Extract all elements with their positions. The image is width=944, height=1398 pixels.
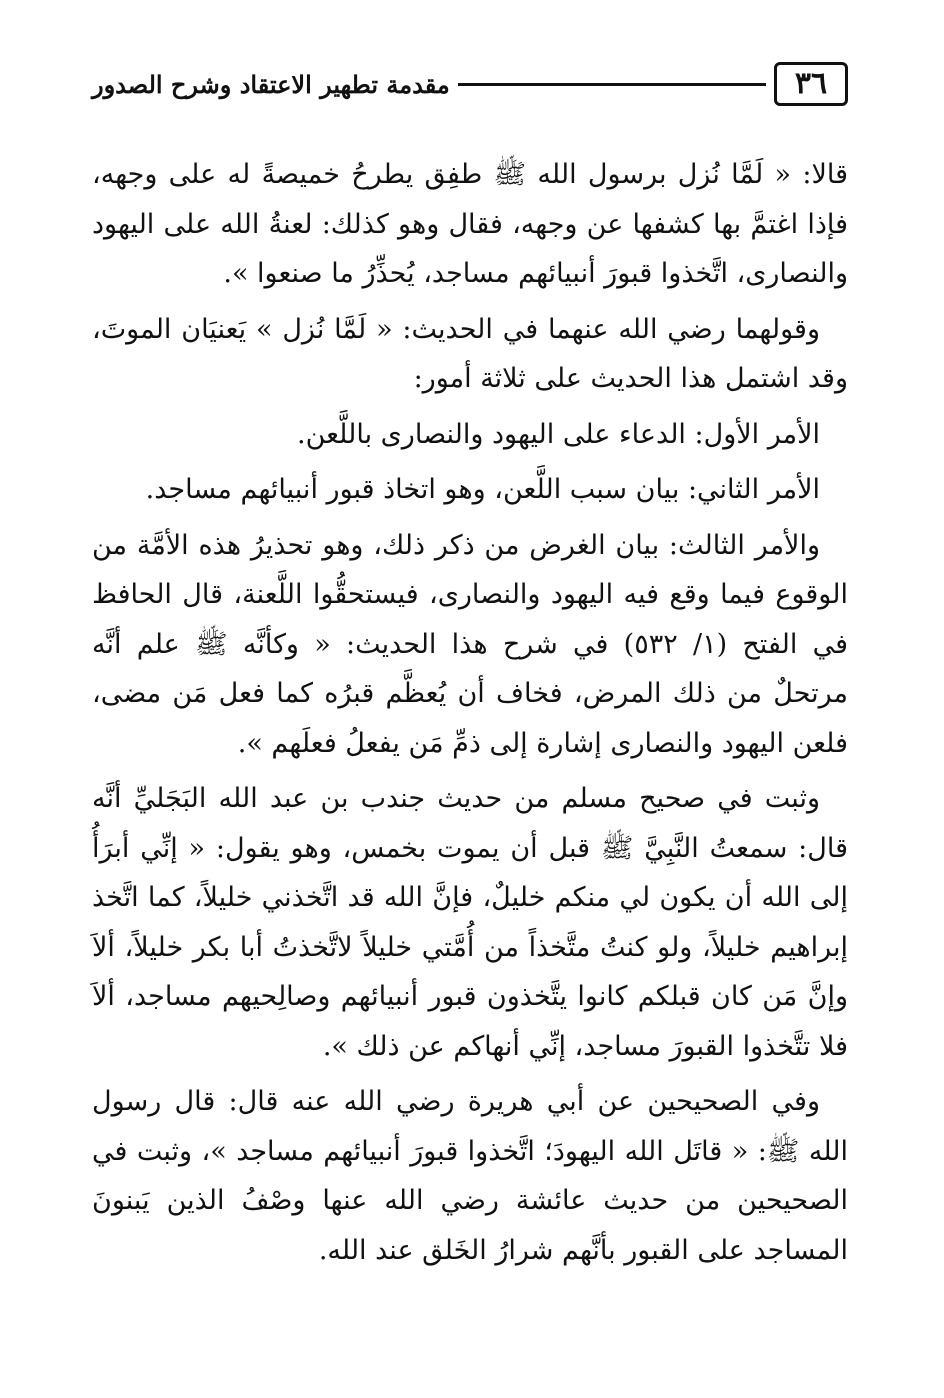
body-text [92, 150, 848, 1281]
running-title: مقدمة تطهير الاعتقاد وشرح الصدور [92, 69, 450, 99]
paragraph-explanation: وقولهما رضي الله عنهما في الحديث: « لَمَّا نُزل » يَعنيَان الموتَ، وقد اشتمل هذا الحديث على ثلاثة أمور: [92, 313, 848, 394]
page-number: ٣٦ [774, 62, 848, 106]
header-divider [458, 83, 766, 86]
paragraph-sahihayn: وفي الصحيحين عن أبي هريرة رضي الله عنه قال: قال رسول الله ﷺ: « قاتَل الله اليهودَ؛ اتَّخذوا قبورَ أنبيائهم مساجد »، وثبت في الصحيحين من حديث عائشة رضي الله عنها وصْفُ الذين يَبنونَ المساجد على القبور بأنَّهم شرارُ الخَلق عند الله. [92, 1086, 848, 1266]
paragraph-hadith-quote: قالا: « لَمَّا نُزل برسول الله ﷺ طفِق يطرحُ خميصةً له على وجهه، فإذا اغتمَّ بها كشفها عن وجهه، فقال وهو كذلك: لعنةُ الله على اليهود والنصارى، اتَّخذوا قبورَ أنبيائهم مساجد، يُحذِّرُ ما صنعوا ». [92, 159, 848, 289]
page-header [92, 58, 848, 110]
paragraph-third-matter: والأمر الثالث: بيان الغرض من ذكر ذلك، وهو تحذيرُ هذه الأمَّة من الوقوع فيما وقع فيه اليهود والنصارى، فيستحقُّوا اللَّعنة، قال الحافظ في الفتح (١/ ٥٣٢) في شرح هذا الحديث: « وكأنَّه ﷺ علم أنَّه مرتحلٌ من ذلك المرض، فخاف أن يُعظَّم قبرُه كما فعل مَن مضى، فلعن اليهود والنصارى إشارة إلى ذمِّ مَن يفعلُ فعلَهم ». [92, 529, 848, 759]
paragraph-muslim-hadith: وثبت في صحيح مسلم من حديث جندب بن عبد الله البَجَليِّ أنَّه قال: سمعتُ النَّبِيَّ ﷺ قبل أن يموت بخمس، وهو يقول: « إنِّي أبرَأُ إلى الله أن يكون لي منكم خليلٌ، فإنَّ الله قد اتَّخذني خليلاً، كما اتَّخذ إبراهيم خليلاً، ولو كنتُ متَّخذاً من أُمَّتي خليلاً لاتَّخذتُ أبا بكر خليلاً، ألاَ وإنَّ مَن كان قبلكم كانوا يتَّخذون قبور أنبيائهم وصالِحيهم مساجد، ألاَ فلا تتَّخذوا القبورَ مساجد، إنِّي أنهاكم عن ذلك ». [92, 783, 848, 1062]
paragraph-first-matter: الأمر الأول: الدعاء على اليهود والنصارى باللَّعن. [297, 418, 820, 450]
paragraph-second-matter: الأمر الثاني: بيان سبب اللَّعن، وهو اتخاذ قبور أنبيائهم مساجد. [145, 474, 820, 505]
